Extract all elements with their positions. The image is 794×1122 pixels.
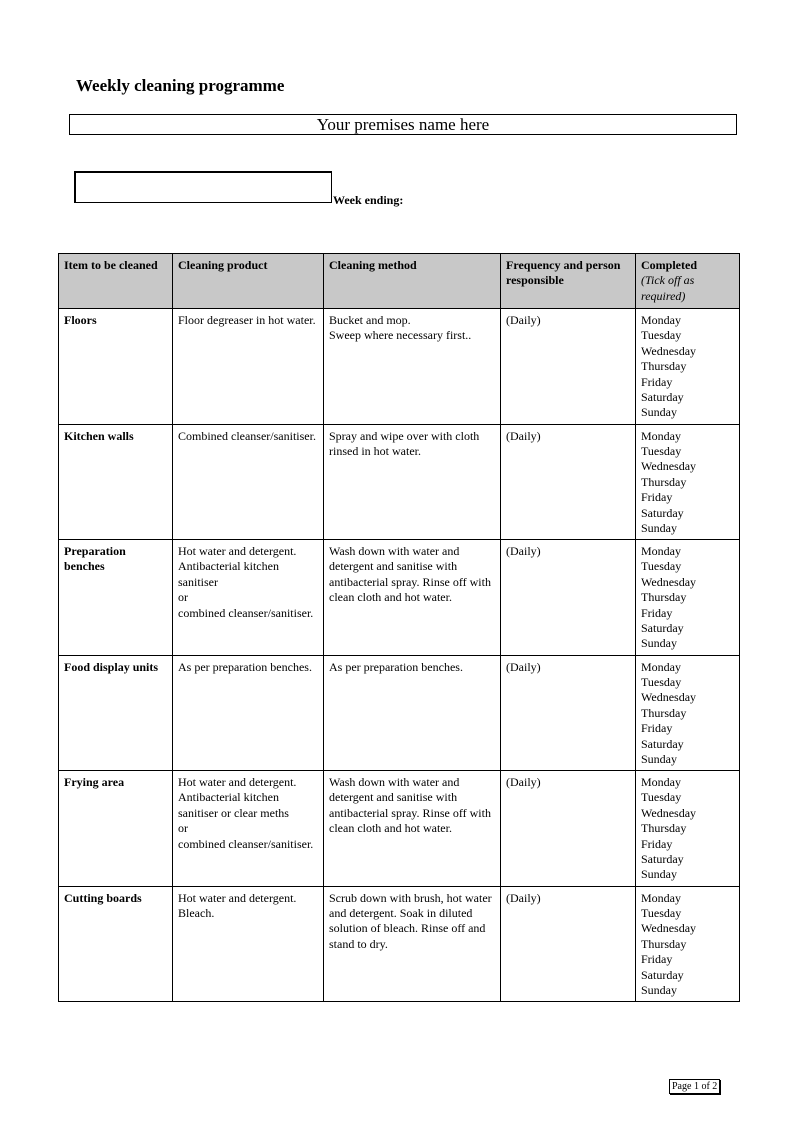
completed-day-checkoff[interactable]: Tuesday	[641, 328, 682, 343]
completed-day-checkoff[interactable]: Thursday	[641, 705, 687, 720]
completed-day-checkoff[interactable]: Wednesday	[641, 921, 697, 936]
page-number: Page 1 of 2	[669, 1079, 720, 1094]
completed-day-checkoff[interactable]: Tuesday	[641, 790, 682, 805]
completed-day-checkoff[interactable]: Wednesday	[641, 459, 697, 474]
cell-item: Food display units	[59, 655, 173, 771]
completed-day-checkoff[interactable]: Friday	[641, 490, 673, 505]
cell-completed-days	[636, 886, 740, 1002]
cell-item: Frying area	[59, 771, 173, 887]
completed-day-checkoff[interactable]: Thursday	[641, 474, 687, 489]
completed-day-checkoff[interactable]: Thursday	[641, 936, 687, 951]
completed-day-checkoff[interactable]: Saturday	[641, 390, 684, 405]
completed-day-checkoff[interactable]: Wednesday	[641, 690, 697, 705]
cell-item: Cutting boards	[59, 886, 173, 1002]
completed-day-checkoff[interactable]: Saturday	[641, 852, 684, 867]
header-frequency: Frequency and person responsible	[501, 254, 636, 309]
completed-day-checkoff[interactable]: Sunday	[641, 520, 677, 535]
cleaning-schedule-table	[58, 253, 740, 1002]
completed-day-checkoff[interactable]: Friday	[641, 721, 673, 736]
completed-day-checkoff[interactable]: Monday	[641, 775, 681, 789]
cell-frequency: (Daily)	[501, 540, 636, 656]
completed-day-checkoff[interactable]: Sunday	[641, 636, 677, 651]
header-item: Item to be cleaned	[59, 254, 173, 309]
completed-day-checkoff[interactable]: Friday	[641, 952, 673, 967]
cell-method: Wash down with water and detergent and sanitise with antibacterial spray. Rinse off with clean cloth and hot water.	[324, 540, 501, 656]
cell-method: As per preparation benches.	[324, 655, 501, 771]
cell-product: Hot water and detergent. Bleach.	[173, 886, 324, 1002]
table-row	[59, 309, 740, 425]
cell-method: Spray and wipe over with cloth rinsed in hot water.	[324, 424, 501, 540]
premises-name-field[interactable]: Your premises name here	[69, 114, 737, 135]
completed-day-checkoff[interactable]: Monday	[641, 890, 681, 905]
cell-method: Scrub down with brush, hot water and detergent. Soak in diluted solution of bleach. Rinse off and stand to dry.	[324, 886, 501, 1002]
cell-frequency: (Daily)	[501, 886, 636, 1002]
completed-day-checkoff[interactable]: Monday	[641, 313, 681, 327]
completed-day-checkoff[interactable]: Saturday	[641, 967, 684, 982]
completed-day-checkoff[interactable]: Thursday	[641, 821, 687, 836]
header-method: Cleaning method	[324, 254, 501, 309]
cell-frequency: (Daily)	[501, 424, 636, 540]
cell-item: Kitchen walls	[59, 424, 173, 540]
completed-day-checkoff[interactable]: Wednesday	[641, 574, 697, 589]
completed-day-checkoff[interactable]: Friday	[641, 605, 673, 620]
table-row	[59, 771, 740, 887]
cell-method: Bucket and mop. Sweep where necessary first..	[324, 309, 501, 425]
cell-completed-days	[636, 771, 740, 887]
table-header-row	[59, 254, 740, 309]
document-title: Weekly cleaning programme	[76, 76, 285, 95]
cell-product: Floor degreaser in hot water.	[173, 309, 324, 425]
completed-day-checkoff[interactable]: Tuesday	[641, 443, 682, 458]
completed-day-checkoff[interactable]: Sunday	[641, 751, 677, 766]
completed-day-checkoff[interactable]: Wednesday	[641, 343, 697, 358]
completed-day-checkoff[interactable]: Tuesday	[641, 559, 682, 574]
completed-day-checkoff[interactable]: Saturday	[641, 505, 684, 520]
cell-product: As per preparation benches.	[173, 655, 324, 771]
header-completed-label: Completed	[641, 258, 697, 272]
cell-product: Hot water and detergent. Antibacterial kitchen sanitiser or clear meths or combined cleanser/sanitiser.	[173, 771, 324, 887]
week-ending-label: Week ending:	[333, 193, 404, 207]
cell-product: Hot water and detergent. Antibacterial kitchen sanitiser or combined cleanser/sanitiser.	[173, 540, 324, 656]
table-row	[59, 540, 740, 656]
cell-completed-days	[636, 309, 740, 425]
completed-day-checkoff[interactable]: Monday	[641, 428, 681, 443]
table-row	[59, 655, 740, 771]
cell-completed-days	[636, 540, 740, 656]
completed-day-checkoff[interactable]: Monday	[641, 544, 681, 558]
completed-day-checkoff[interactable]: Saturday	[641, 621, 684, 636]
completed-day-checkoff[interactable]: Friday	[641, 374, 673, 389]
completed-day-checkoff[interactable]: Tuesday	[641, 674, 682, 689]
header-completed-note: (Tick off as required)	[641, 273, 695, 303]
cell-completed-days	[636, 655, 740, 771]
cell-frequency: (Daily)	[501, 309, 636, 425]
cell-item: Floors	[59, 309, 173, 425]
completed-day-checkoff[interactable]: Wednesday	[641, 805, 697, 820]
completed-day-checkoff[interactable]: Monday	[641, 659, 681, 674]
cell-frequency: (Daily)	[501, 655, 636, 771]
cell-completed-days	[636, 424, 740, 540]
cell-item: Preparation benches	[59, 540, 173, 656]
cell-method: Wash down with water and detergent and sanitise with antibacterial spray. Rinse off with clean cloth and hot water.	[324, 771, 501, 887]
completed-day-checkoff[interactable]: Friday	[641, 836, 673, 851]
cell-frequency: (Daily)	[501, 771, 636, 887]
completed-day-checkoff[interactable]: Tuesday	[641, 905, 682, 920]
table-row	[59, 886, 740, 1002]
completed-day-checkoff[interactable]: Sunday	[641, 405, 677, 420]
cell-product: Combined cleanser/sanitiser.	[173, 424, 324, 540]
week-ending-field[interactable]	[74, 171, 332, 203]
completed-day-checkoff[interactable]: Saturday	[641, 736, 684, 751]
completed-day-checkoff[interactable]: Thursday	[641, 359, 687, 374]
completed-day-checkoff[interactable]: Thursday	[641, 590, 687, 605]
completed-day-checkoff[interactable]: Sunday	[641, 982, 677, 997]
table-row	[59, 424, 740, 540]
completed-day-checkoff[interactable]: Sunday	[641, 867, 677, 882]
header-completed	[636, 254, 740, 309]
header-product: Cleaning product	[173, 254, 324, 309]
